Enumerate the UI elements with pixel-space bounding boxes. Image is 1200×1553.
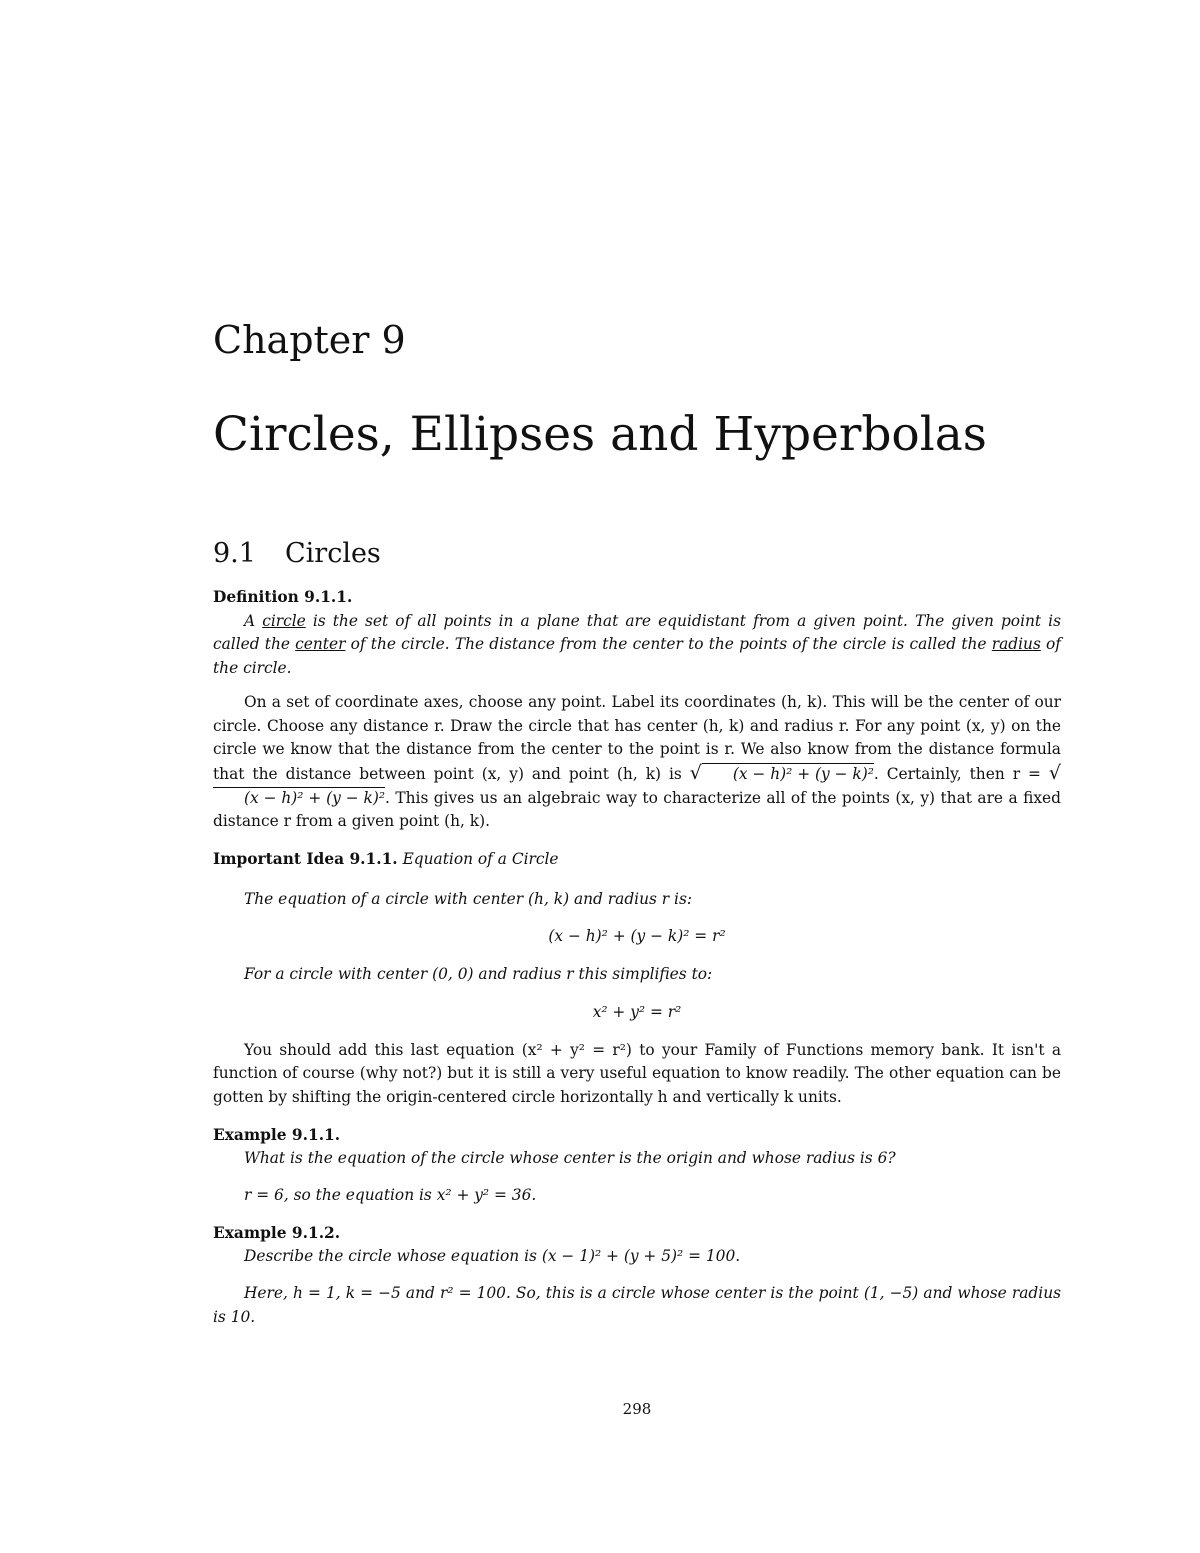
radical-expression: (x − h)² + (y − k)²: [213, 787, 385, 808]
definition-part: of the circle. The distance from the center to the points of the circle is called the: [345, 635, 992, 654]
chapter-title: Circles, Ellipses and Hyperbolas: [213, 407, 987, 462]
radical-sign: √: [689, 761, 702, 784]
example-1-answer: r = 6, so the equation is x² + y² = 36.: [244, 1186, 537, 1205]
example-2-answer: Here, h = 1, k = −5 and r² = 100. So, this is a circle whose center is the point (1, −5) and whose radius is 10.: [213, 1284, 1061, 1326]
section-heading: [213, 536, 381, 572]
paragraph-coordinates: [213, 691, 1061, 834]
paragraph-text: . This gives us an algebraic way to characterize all of the points (x, y) that are a fixed distance r from a given point (h, k).: [213, 788, 1061, 831]
important-idea-line-1: The equation of a circle with center (h, k) and radius r is:: [244, 889, 693, 908]
example-1-question: What is the equation of the circle whose center is the origin and whose radius is 6?: [244, 1149, 896, 1168]
page-number: 298: [622, 1400, 652, 1418]
important-idea-heading: [213, 848, 1061, 872]
body-text: [213, 586, 1061, 1330]
section-number: 9.1: [213, 538, 256, 569]
definition-text: [213, 610, 1061, 681]
definition-part: A: [244, 611, 263, 630]
chapter-label: Chapter 9: [213, 318, 406, 362]
term-circle: circle: [262, 611, 306, 630]
radical-sign: √: [1048, 761, 1061, 784]
definition-heading: Definition 9.1.1.: [213, 588, 353, 606]
example-2-heading: Example 9.1.2.: [213, 1223, 341, 1242]
important-idea-line-2: For a circle with center (0, 0) and radius r this simplifies to:: [244, 965, 713, 984]
paragraph-text: . Certainly, then r =: [873, 764, 1049, 783]
radical-expression: (x − h)² + (y − k)²: [702, 763, 874, 784]
example-2-question: Describe the circle whose equation is (x − 1)² + (y + 5)² = 100.: [244, 1247, 741, 1266]
section-title: Circles: [285, 538, 381, 569]
equation-circle-general: (x − h)² + (y − k)² = r²: [548, 927, 726, 946]
definition-part: is the set of all points in a plane that are equidistant from a given point. The given point is called the: [213, 611, 1061, 654]
paragraph-text: On a set of coordinate axes, choose any point. Label its coordinates (h, k). This will be the center of our circle. Choose any distance r. Draw the circle that has center (h, k) and radius r. For any point (x, y) on the circle we know that the distance from the center to the point is r. We also know from the distance formula that the distance between point (x, y) and point (h, k) is: [213, 692, 1061, 783]
example-1-heading: Example 9.1.1.: [213, 1125, 341, 1144]
equation-circle-origin: x² + y² = r²: [592, 1002, 682, 1021]
paragraph-family-of-functions: You should add this last equation (x² + y² = r²) to your Family of Functions memory bank. It isn't a function of course (why not?) but it is still a very useful equation to know readily. The other equation can be gotten by shifting the origin-centered circle horizontally h and vertically k units.: [213, 1040, 1061, 1106]
term-radius: radius: [991, 635, 1041, 654]
important-idea-subtitle: Equation of a Circle: [402, 850, 559, 869]
important-idea-label: Important Idea 9.1.1.: [213, 850, 398, 869]
term-center: center: [295, 635, 346, 654]
definition-part: of the circle.: [213, 635, 1062, 678]
